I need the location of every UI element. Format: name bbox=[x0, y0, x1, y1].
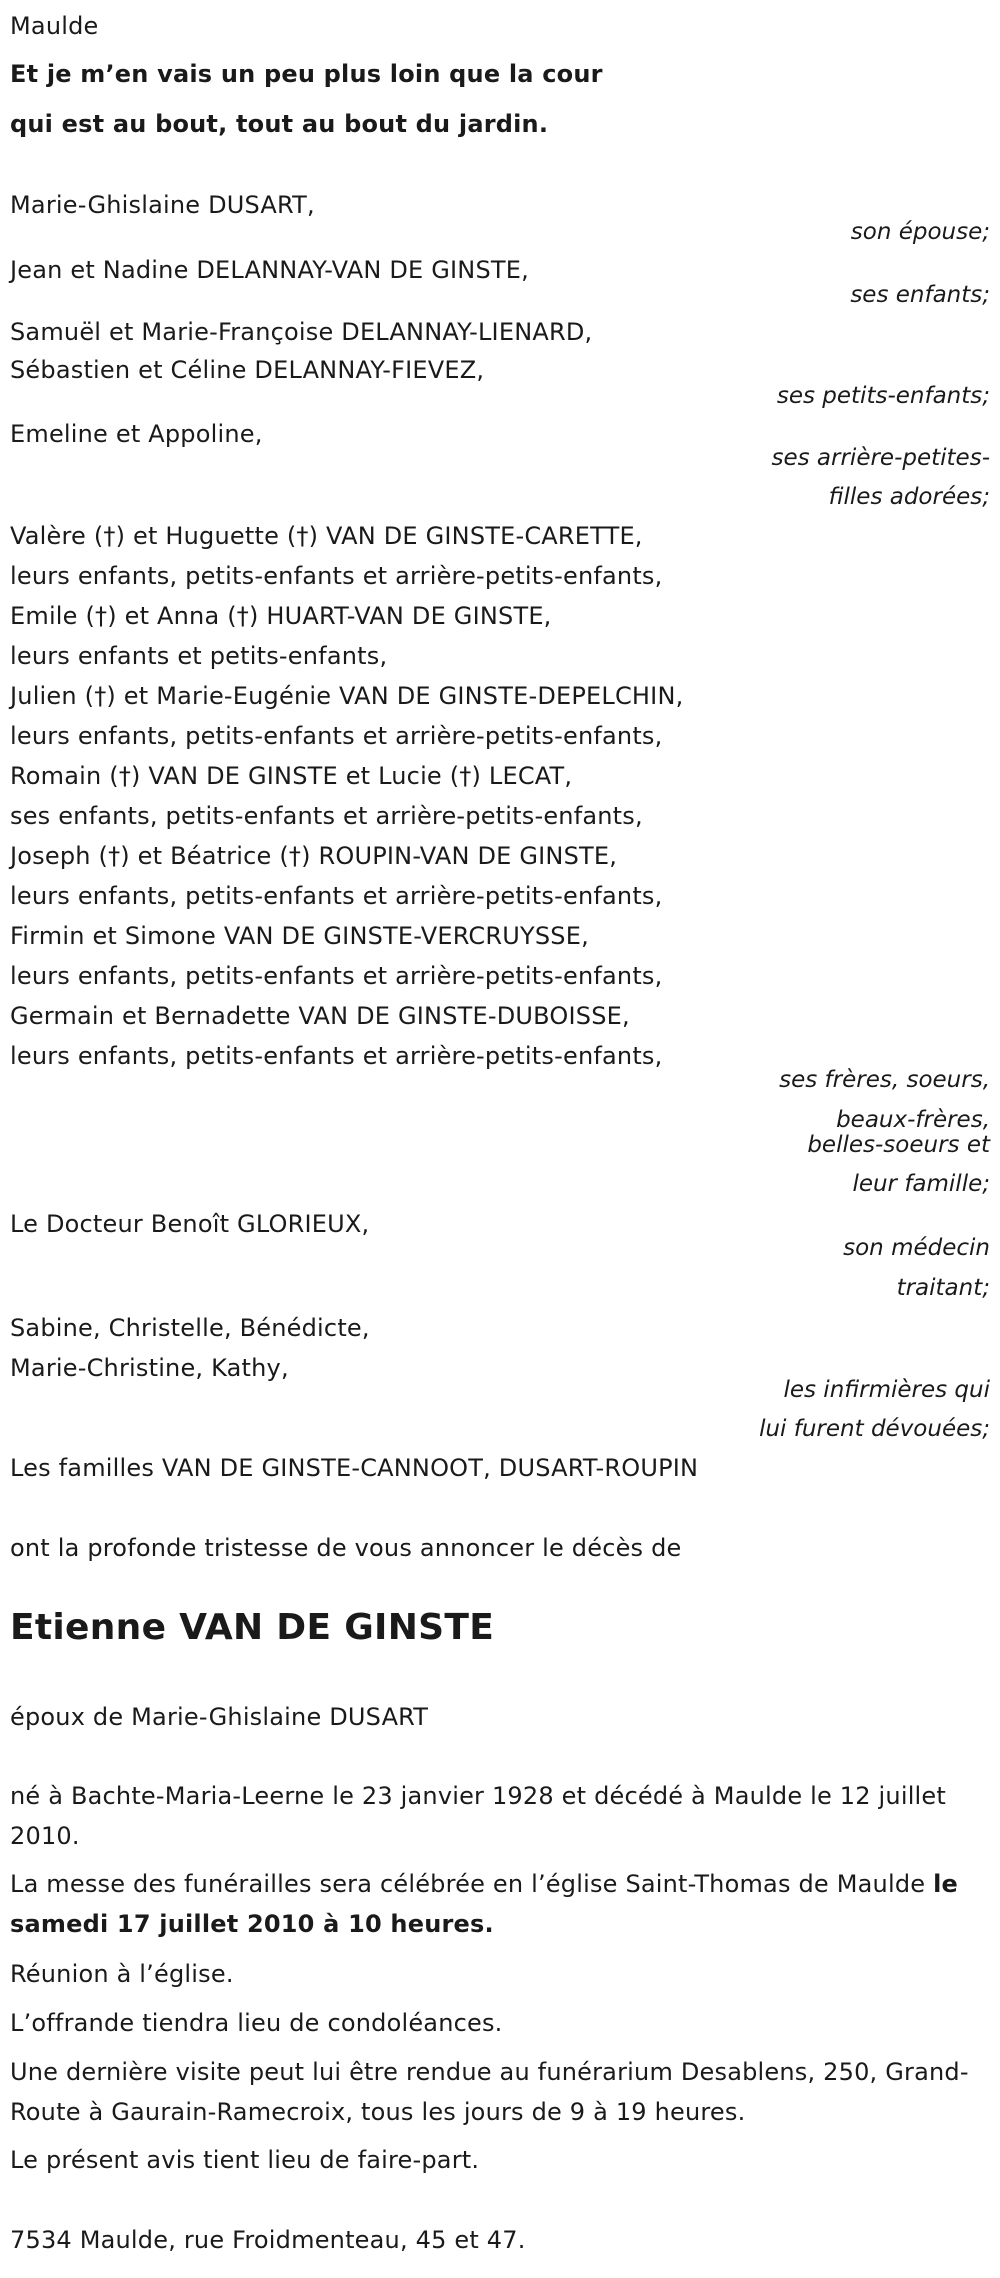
great-grandchildren-role-1: ses arrière-petites- bbox=[771, 445, 990, 471]
siblings-role-1: ses frères, soeurs, bbox=[779, 1067, 990, 1093]
great-grandchildren-name: Emeline et Appoline, bbox=[10, 420, 263, 448]
siblings-line-5: Julien (†) et Marie-Eugénie VAN DE GINSTE-DEPELCHIN, bbox=[10, 682, 684, 710]
funeral-mass-prefix: La messe des funérailles sera célébrée en l’église Saint-Thomas de Maulde bbox=[10, 1870, 934, 1898]
deceased-name: Etienne VAN DE GINSTE bbox=[10, 1607, 495, 1648]
spouse-name: Marie-Ghislaine DUSART, bbox=[10, 191, 315, 219]
siblings-line-3: Emile (†) et Anna (†) HUART-VAN DE GINSTE, bbox=[10, 602, 552, 630]
doctor-role-1: son médecin bbox=[843, 1235, 990, 1261]
verse-line-1: Et je m’en vais un peu plus loin que la cour bbox=[10, 60, 603, 88]
siblings-line-11: Firmin et Simone VAN DE GINSTE-VERCRUYSSE, bbox=[10, 922, 589, 950]
nurses-role-2: lui furent dévouées; bbox=[759, 1416, 990, 1442]
nurses-line-1: Sabine, Christelle, Bénédicte, bbox=[10, 1314, 370, 1342]
grandchildren-role: ses petits-enfants; bbox=[776, 383, 990, 409]
children-name: Jean et Nadine DELANNAY-VAN DE GINSTE, bbox=[10, 256, 529, 284]
siblings-line-8: ses enfants, petits-enfants et arrière-petits-enfants, bbox=[10, 802, 643, 830]
funeral-mass-text bbox=[10, 1864, 985, 1944]
great-grandchildren-role-2: filles adorées; bbox=[828, 484, 990, 510]
siblings-line-10: leurs enfants, petits-enfants et arrière-petits-enfants, bbox=[10, 882, 663, 910]
families-line: Les familles VAN DE GINSTE-CANNOOT, DUSART-ROUPIN bbox=[10, 1454, 699, 1482]
nurses-line-2: Marie-Christine, Kathy, bbox=[10, 1354, 289, 1382]
siblings-line-12: leurs enfants, petits-enfants et arrière-petits-enfants, bbox=[10, 962, 663, 990]
siblings-line-4: leurs enfants et petits-enfants, bbox=[10, 642, 388, 670]
verse-line-2: qui est au bout, tout au bout du jardin. bbox=[10, 110, 549, 138]
siblings-role-2: beaux-frères, bbox=[836, 1107, 990, 1133]
spouse-of-line: époux de Marie-Ghislaine DUSART bbox=[10, 1703, 429, 1731]
birth-death-text: né à Bachte-Maria-Leerne le 23 janvier 1928 et décédé à Maulde le 12 juillet 2010. bbox=[10, 1782, 947, 1850]
children-role: ses enfants; bbox=[850, 282, 990, 308]
notice-text: Le présent avis tient lieu de faire-part. bbox=[10, 2146, 480, 2174]
siblings-line-7: Romain (†) VAN DE GINSTE et Lucie (†) LECAT, bbox=[10, 762, 573, 790]
siblings-line-6: leurs enfants, petits-enfants et arrière-petits-enfants, bbox=[10, 722, 663, 750]
place-heading: Maulde bbox=[10, 12, 99, 40]
meeting-text: Réunion à l’église. bbox=[10, 1960, 234, 1988]
address-text: 7534 Maulde, rue Froidmenteau, 45 et 47. bbox=[10, 2226, 526, 2254]
grandchildren-line-2: Sébastien et Céline DELANNAY-FIEVEZ, bbox=[10, 356, 485, 384]
siblings-line-13: Germain et Bernadette VAN DE GINSTE-DUBOISSE, bbox=[10, 1002, 630, 1030]
spouse-role: son épouse; bbox=[850, 219, 990, 245]
siblings-role-4: leur famille; bbox=[852, 1171, 990, 1197]
doctor-role-2: traitant; bbox=[896, 1275, 990, 1301]
nurses-role-1: les infirmières qui bbox=[783, 1377, 990, 1403]
offering-text: L’offrande tiendra lieu de condoléances. bbox=[10, 2009, 503, 2037]
siblings-role-3: belles-soeurs et bbox=[807, 1132, 990, 1158]
visit-text: Une dernière visite peut lui être rendue au funérarium Desablens, 250, Grand-Route à Gaurain-Ramecroix, tous les jours de 9 à 19 heures. bbox=[10, 2058, 969, 2126]
doctor-name: Le Docteur Benoît GLORIEUX, bbox=[10, 1210, 370, 1238]
siblings-line-9: Joseph (†) et Béatrice (†) ROUPIN-VAN DE GINSTE, bbox=[10, 842, 618, 870]
siblings-line-1: Valère (†) et Huguette (†) VAN DE GINSTE-CARETTE, bbox=[10, 522, 643, 550]
funeral-mass-date: le samedi 17 juillet 2010 à 10 heures. bbox=[10, 1870, 958, 1938]
grandchildren-line-1: Samuël et Marie-Françoise DELANNAY-LIENARD, bbox=[10, 318, 593, 346]
siblings-line-2: leurs enfants, petits-enfants et arrière-petits-enfants, bbox=[10, 562, 663, 590]
announcement-line: ont la profonde tristesse de vous annoncer le décès de bbox=[10, 1534, 682, 1562]
siblings-line-14: leurs enfants, petits-enfants et arrière-petits-enfants, bbox=[10, 1042, 663, 1070]
